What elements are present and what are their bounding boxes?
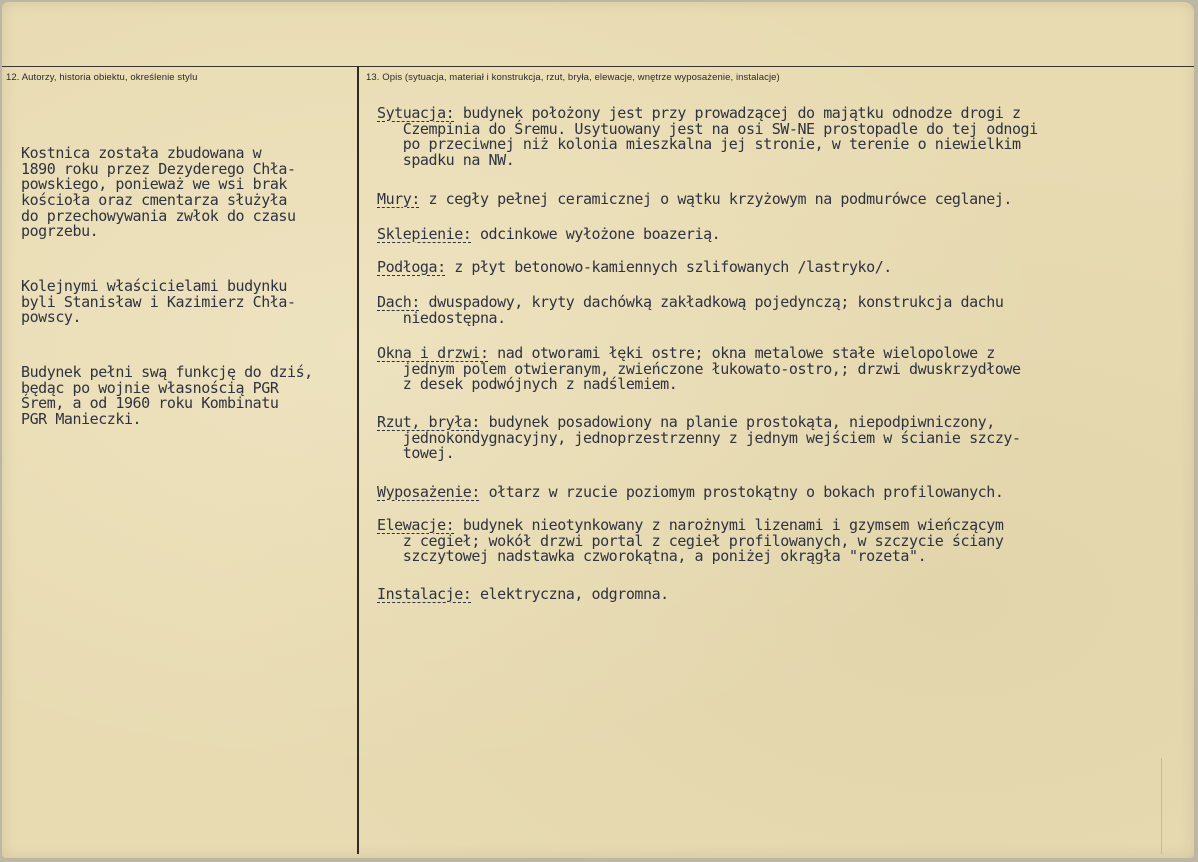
- desc-furnishings: [377, 485, 1003, 501]
- desc-text: budynek nieotynkowany z narożnymi lizenami i gzymsem wieńczącym z cegieł; wokół drzwi portal z cegieł profilowanych, w szczycie ściany szczytowej nadstawka czworokątna, a poniżej okrągła "rozeta".: [402, 516, 1004, 566]
- desc-text: odcinkowe wyłożone boazerią.: [471, 225, 721, 243]
- left-section-header: 12. Autorzy, historia obiektu, określenie stylu: [6, 72, 198, 83]
- right-section-header: 13. Opis (sytuacja, materiał i konstrukcja, rzut, bryła, elewacje, wnętrze wyposażenie, instalacje): [366, 72, 780, 83]
- desc-elevations: [377, 518, 1003, 565]
- desc-installations: [377, 587, 669, 603]
- desc-vault: [377, 227, 720, 243]
- desc-text: budynek posadowiony na planie prostokąta, niepodpiwniczony, jednokondygnacyjny, jednoprzestrzenny z jednym wejściem w ścianie szczy- towej.: [402, 413, 1021, 463]
- paper-edge-mark: [1161, 758, 1190, 854]
- desc-label: Rzut, bryła:: [377, 413, 480, 431]
- desc-label: Instalacje:: [377, 585, 472, 603]
- desc-text: dwuspadowy, kryty dachówką zakładkową pojedynczą; konstrukcja dachu niedostępna.: [402, 293, 1004, 327]
- desc-label: Sklepienie:: [377, 225, 472, 243]
- desc-walls: [377, 192, 1012, 208]
- desc-floor: [377, 260, 892, 276]
- desc-label: Mury:: [377, 190, 420, 208]
- header-rule: [2, 66, 1194, 67]
- desc-label: Okna i drzwi:: [377, 344, 489, 362]
- desc-windows-doors: [377, 346, 1021, 393]
- desc-label: Elewacje:: [377, 516, 455, 534]
- history-column: [21, 115, 366, 466]
- desc-situation: [377, 106, 1038, 168]
- desc-label: Podłoga:: [377, 258, 446, 276]
- desc-text: z płyt betonowo-kamiennych szlifowanych /lastryko/.: [445, 258, 892, 276]
- desc-label: Dach:: [377, 293, 420, 311]
- desc-text: budynek położony jest przy prowadzącej do majątku odnodze drogi z Czempinia do Śremu. Usytuowany jest na osi SW-NE prostopadle do tej odnogi po przeciwnej niż kolonia mieszkalna jej stronie, w terenie o niewielkim spadku na NW.: [402, 104, 1038, 169]
- desc-text: nad otworami łęki ostre; okna metalowe stałe wielopolowe z jednym polem otwieranym, zwieńczone łukowato-ostro,; drzwi dwuskrzydłowe z desek podwójnych z nadślemiem.: [402, 344, 1021, 394]
- record-card: [2, 2, 1194, 858]
- desc-text: elektryczna, odgromna.: [471, 585, 669, 603]
- desc-text: ołtarz w rzucie poziomym prostokątny o bokach profilowanych.: [479, 483, 1004, 501]
- history-paragraph: Kostnica została zbudowana w 1890 roku przez Dezyderego Chła- powskiego, ponieważ we wsi brak kościoła oraz cmentarza służyła do przechowywania zwłok do czasu pogrzebu.: [21, 144, 296, 241]
- desc-label: Sytuacja:: [377, 104, 455, 122]
- desc-plan-massing: [377, 415, 1021, 462]
- desc-roof: [377, 295, 1003, 326]
- desc-text: z cegły pełnej ceramicznej o wątku krzyżowym na podmurówce ceglanej.: [419, 190, 1012, 208]
- history-paragraph: Kolejnymi właścicielami budynku byli Stanisław i Kazimierz Chła- powscy.: [21, 276, 296, 327]
- history-paragraph: Budynek pełni swą funkcję do dziś, będąc po wojnie własnością PGR Śrem, a od 1960 roku Kombinatu PGR Manieczki.: [21, 362, 313, 428]
- desc-label: Wyposażenie:: [377, 483, 480, 501]
